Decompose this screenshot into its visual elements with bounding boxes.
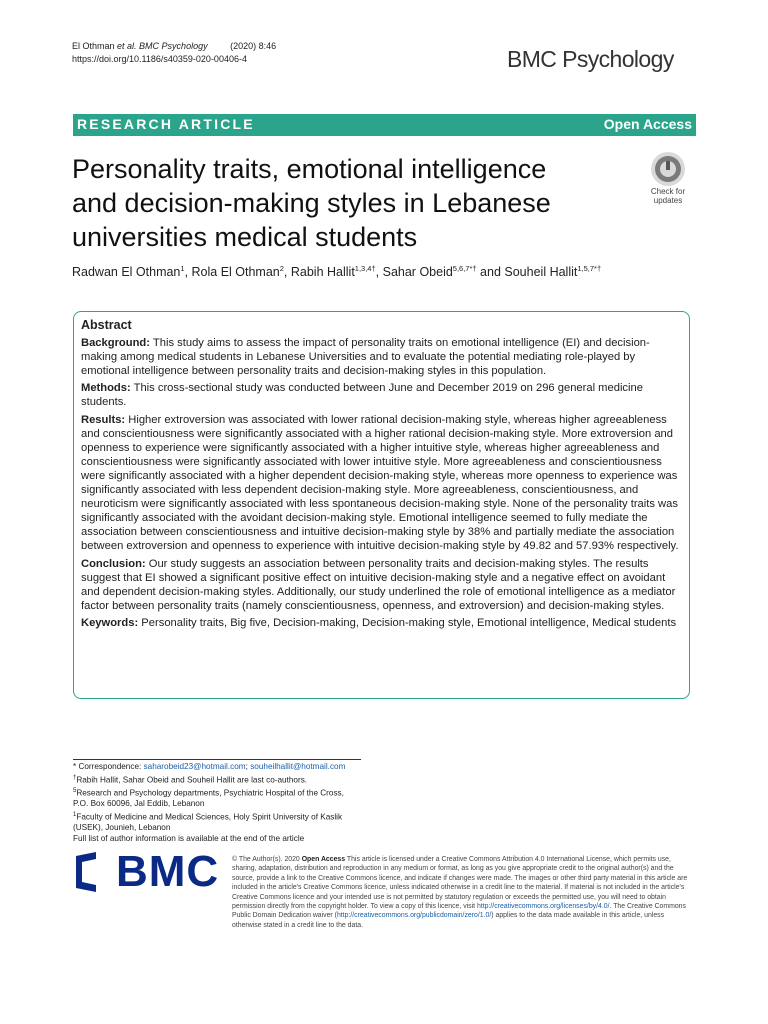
footnote-divider (73, 759, 361, 760)
author-separator: , (184, 265, 192, 280)
email-link-1[interactable]: saharobeid23@hotmail.com (143, 762, 246, 771)
full-author-info-note: Full list of author information is available at the end of the article (73, 833, 305, 843)
correspondence (73, 762, 373, 773)
citation-line (72, 40, 276, 53)
section-text: Higher extroversion was associated with lower rational decision-making style, whereas higher agreeableness and conscientiousness were significantly associated with a higher rational decision-making style. More extroversion and openness to experience were significantly associated with a higher intuitive style, whereas higher agreeableness and conscientiousness were significantly associated with lower intuitive style. More agreeableness and conscientiousness were significantly associated with a higher dependent decision-making style, whereas more openness to experience was significantly associated with less dependent decision-making style. More agreeableness, conscientiousness, and neuroticism were significantly associated with less spontaneous decision-making style. None of the personality traits was significantly associated with the avoidant decision-making style. Emotional intelligence seemed to fully mediate the association between conscientiousness and intuitive decision-making style by 38% and partially mediate the association between extroversion and openness to experience with intuitive decision-making style by 49.82 and 57.93% respectively. (81, 413, 679, 553)
affiliation-sup: 5 (73, 787, 77, 794)
check-updates-icon (640, 150, 696, 190)
abstract (81, 318, 685, 633)
section-label: Conclusion: (81, 557, 146, 570)
abstract-background (81, 336, 685, 378)
abstract-conclusion (81, 557, 685, 613)
abstract-methods (81, 381, 685, 409)
author-list (72, 264, 692, 279)
copyright-notice: © The Author(s). 2020 (232, 856, 302, 863)
license-link-cc0[interactable]: http://creativecommons.org/publicdomain/zero/1.0/ (336, 912, 492, 920)
article-type: RESEARCH ARTICLE (77, 116, 255, 132)
citation-block (72, 40, 276, 66)
article-title (72, 152, 612, 254)
footnotes (73, 762, 373, 844)
abstract-keywords (81, 616, 685, 630)
author-affiliation-sup: 1,3,4† (354, 264, 376, 273)
doi-link[interactable]: https://doi.org/10.1186/s40359-020-00406-4 (72, 54, 247, 64)
citation-etal: et al. BMC Psychology (117, 41, 208, 51)
section-text: Our study suggests an association between personality traits and decision-making styles. The results suggest that EI showed a significant positive effect on intuitive decision-making style and a negative effect on avoidant and dependent decision-making styles. Additionally, our study underlined the role of emotional intelligence as a mediator factor between personality traits (namely conscientiousness, openness, and extroversion) and decision-making styles. (81, 557, 676, 612)
section-text: Personality traits, Big five, Decision-making, Decision-making style, Emotional intelligence, Medical students (138, 616, 677, 629)
bmc-logo-text: BMC (116, 847, 220, 896)
license-text (232, 855, 688, 930)
check-updates-line2: updates (653, 195, 683, 205)
check-updates-line1: Check for (650, 187, 686, 196)
author-name: Souheil Hallit (504, 265, 578, 280)
author-name: Rola El Othman (191, 265, 280, 280)
section-text: This cross-sectional study was conducted between June and December 2019 on 296 general medicine students. (81, 382, 643, 409)
author-affiliation-sup: 2 (279, 264, 284, 273)
author-affiliation-sup: 5,6,7*† (452, 264, 477, 273)
license-link-cc-by[interactable]: http://creativecommons.org/licenses/by/4.0/ (476, 903, 610, 911)
section-text: This study aims to assess the impact of personality traits on emotional intelligence (EI) and decision-making among medical students in Lebanese Universities and to evaluate the potential mediating role-played by emotional intelligence between personality traits and decision-making styles in this population. (81, 337, 650, 378)
citation-year-volume: (2020) 8:46 (230, 41, 277, 51)
bmc-logo (76, 847, 220, 896)
affiliation-1-cont: (USEK), Jounieh, Lebanon (73, 823, 171, 833)
open-access-bold: Open Access (301, 856, 346, 863)
author-and: and (476, 265, 505, 280)
section-label: Keywords: (81, 616, 139, 629)
article-banner (73, 114, 696, 136)
author-affiliation-sup: 1,5,7*† (577, 264, 602, 273)
affiliation-1 (73, 810, 373, 823)
author-name: Sahar Obeid (382, 265, 453, 280)
abstract-results (81, 413, 685, 554)
section-label: Methods: (81, 382, 131, 395)
author-name: Radwan El Othman (72, 265, 181, 280)
section-label: Background: (81, 337, 150, 350)
co-author-note-text: Rabih Hallit, Sahar Obeid and Souheil Hallit are last co-authors. (76, 775, 308, 785)
email-link-2[interactable]: souheilhallit@hotmail.com (250, 762, 346, 771)
author-separator: , (283, 265, 291, 280)
affiliation-5 (73, 786, 373, 799)
email-separator: ; (245, 762, 251, 771)
bmc-logo-icon (76, 852, 116, 892)
author-separator: , (375, 265, 383, 280)
affiliation-text: Research and Psychology departments, Psychiatric Hospital of the Cross, (76, 788, 344, 798)
license-body: This article is licensed under a Creative Commons Attribution 4.0 International License, which permits use, sharing, adaptation, distribution and reproduction in any medium or format, as long as you give appropriate credit to the original author(s) and the source, provide a link to the Creative Commons licence, and indicate if changes were made. The images or other third party material in this article are included in the article's Creative Commons licence, unless indicated otherwise in a credit line to the material. If material is not included in the article's Creative Commons licence and your intended use is not permitted by statutory regulation or exceeds the permitted use, you will need to obtain permission directly from the copyright holder. To view a copy of this licence, visit (232, 856, 688, 911)
title-line-1: Personality traits, emotional intelligence (72, 154, 547, 184)
journal-name: BMC Psychology (507, 46, 674, 72)
affiliation-text: Faculty of Medicine and Medical Sciences, Holy Spirit University of Kaslik (76, 812, 343, 822)
license-body-3: ) applies to the data made available in this article, unless otherwise stated in a credit line to the data. (232, 912, 665, 929)
correspondence-label: * Correspondence: (73, 762, 144, 771)
author-affiliation-sup: 1 (180, 264, 185, 273)
license-body-2: . The Creative Commons Public Domain Dedication waiver ( (232, 903, 686, 920)
section-label: Results: (81, 413, 126, 426)
co-author-note: †Rabih Hallit, Sahar Obeid and Souheil Hallit are last co-authors. (73, 774, 308, 785)
author-name: Rabih Hallit (290, 265, 355, 280)
open-access-label: Open Access (603, 116, 692, 132)
citation-authors: El Othman (72, 41, 115, 51)
check-for-updates-badge[interactable] (640, 150, 696, 208)
abstract-heading: Abstract (81, 318, 132, 332)
affiliation-5-cont: P.O. Box 60096, Jal Eddib, Lebanon (73, 799, 205, 809)
title-line-2: and decision-making styles in Lebanese (72, 188, 551, 218)
title-line-3: universities medical students (72, 222, 418, 252)
affiliation-sup: 1 (73, 811, 77, 818)
